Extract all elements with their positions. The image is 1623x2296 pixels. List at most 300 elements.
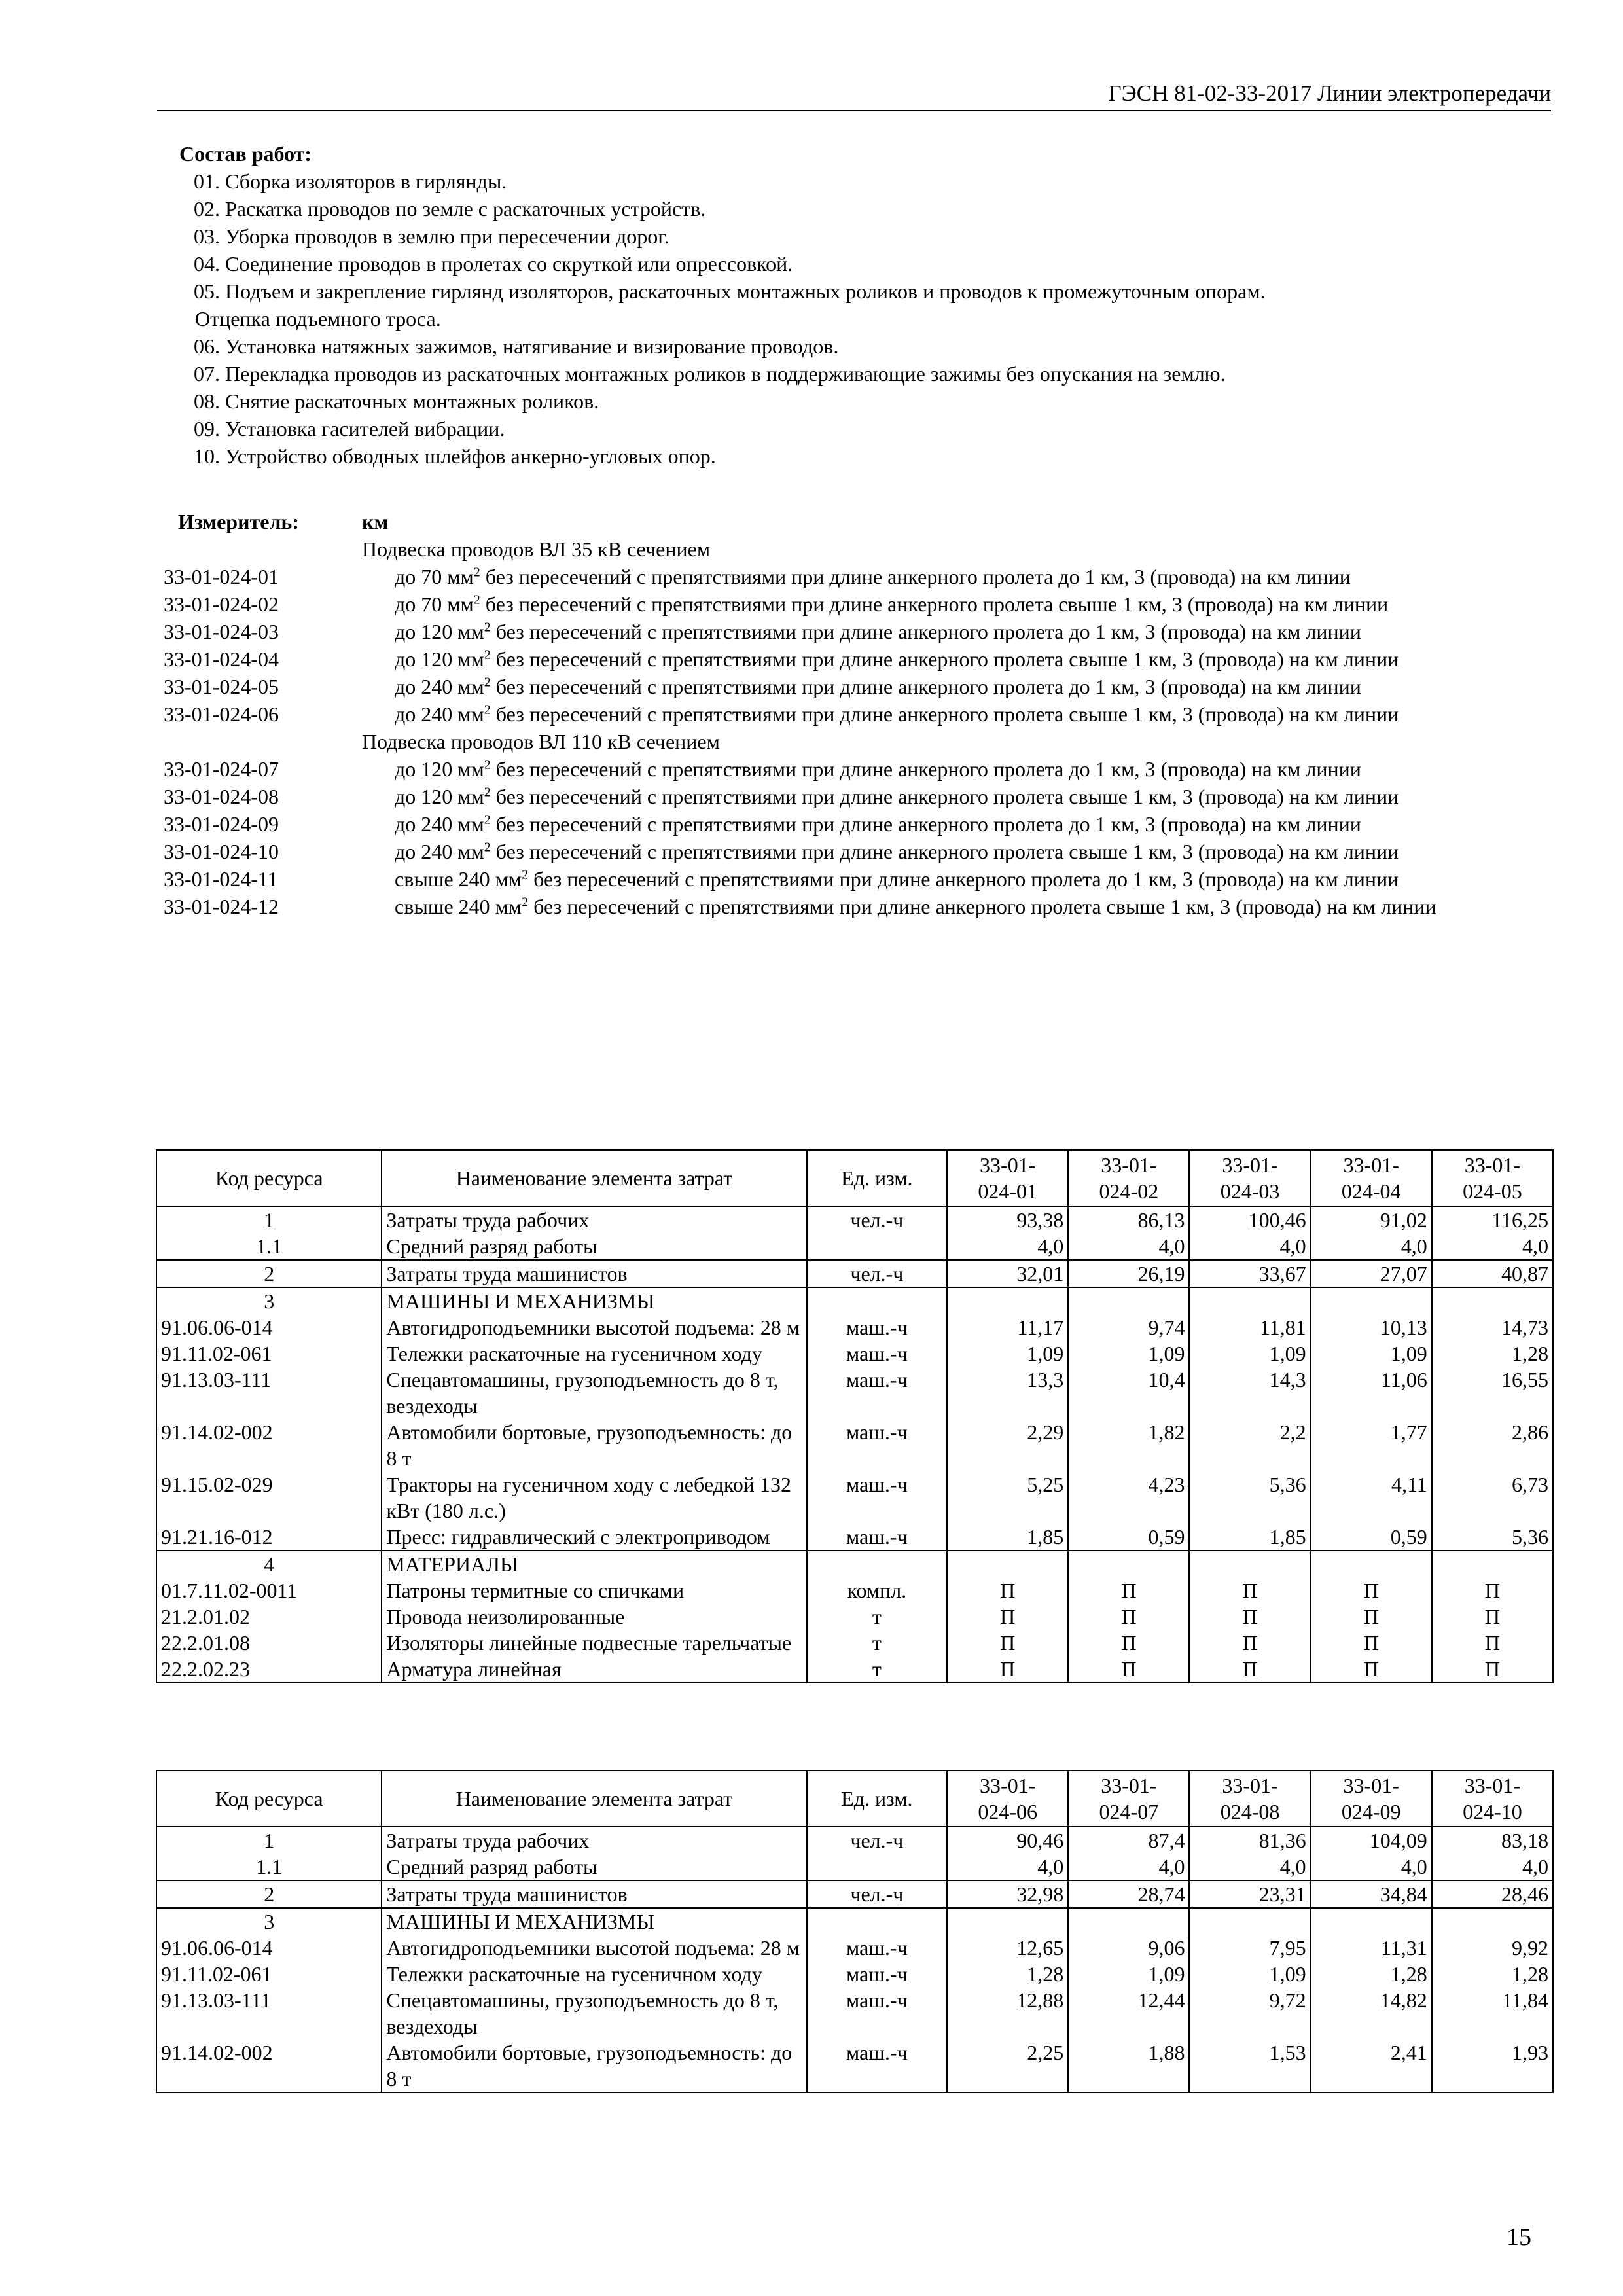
col-label: 33-01- 024-04 bbox=[1341, 1153, 1401, 1203]
table-row bbox=[156, 1471, 1553, 1524]
unit-cell bbox=[807, 1854, 948, 1880]
value-cell: 10,13 bbox=[1311, 1314, 1432, 1340]
value-cell: 1,85 bbox=[947, 1524, 1068, 1551]
unit-cell: маш.-ч bbox=[807, 1471, 948, 1524]
cost-element-name: МАТЕРИАЛЫ bbox=[382, 1551, 806, 1577]
resource-code: 01.7.11.02-0011 bbox=[156, 1577, 382, 1604]
value-cell: П bbox=[1068, 1604, 1189, 1630]
resource-code: 91.11.02-061 bbox=[156, 1340, 382, 1367]
rate-code: 33-01-024-02 bbox=[164, 592, 279, 616]
value-cell: 1,85 bbox=[1189, 1524, 1310, 1551]
table-row bbox=[156, 1287, 1553, 1314]
header-code: Код ресурса bbox=[156, 1770, 382, 1827]
value-cell: 5,36 bbox=[1189, 1471, 1310, 1524]
header-unit: Ед. изм. bbox=[807, 1770, 948, 1827]
superscript: 2 bbox=[522, 895, 529, 910]
value-cell: 4,0 bbox=[1189, 1233, 1310, 1260]
composition-item: 03. Уборка проводов в землю при пересечении дорог. bbox=[194, 224, 669, 248]
value-cell: 4,0 bbox=[1068, 1233, 1189, 1260]
header-col bbox=[1311, 1770, 1432, 1827]
value-cell: 4,0 bbox=[1311, 1233, 1432, 1260]
col-label: 33-01- 024-10 bbox=[1463, 1774, 1522, 1823]
rate-code: 33-01-024-05 bbox=[164, 675, 279, 698]
unit-cell: т bbox=[807, 1630, 948, 1656]
value-cell: 1,82 bbox=[1068, 1419, 1189, 1471]
rate-desc-post: без пересечений с препятствиями при длине анкерного пролета до 1 км, 3 (провода) на км линии bbox=[490, 757, 1361, 781]
value-cell: 4,0 bbox=[1068, 1854, 1189, 1880]
rate-desc-post: без пересечений с препятствиями при длине анкерного пролета до 1 км, 3 (провода) на км линии bbox=[490, 675, 1361, 698]
col-label: 33-01- 024-08 bbox=[1220, 1774, 1280, 1823]
unit-cell: маш.-ч bbox=[807, 1314, 948, 1340]
table-row bbox=[156, 1935, 1553, 1961]
superscript: 2 bbox=[473, 592, 480, 607]
cost-element-name: МАШИНЫ И МЕХАНИЗМЫ bbox=[382, 1287, 806, 1314]
group-heading: Подвеска проводов ВЛ 35 кВ сечением bbox=[362, 537, 711, 561]
composition-item: 07. Перекладка проводов из раскаточных монтажных роликов в поддерживающие зажимы без опускания на землю. bbox=[194, 362, 1226, 386]
value-cell: 32,98 bbox=[947, 1880, 1068, 1908]
composition-item: 08. Снятие раскаточных монтажных роликов. bbox=[194, 389, 599, 413]
value-cell: 11,06 bbox=[1311, 1367, 1432, 1419]
work-composition bbox=[179, 140, 1266, 470]
cost-element-name: Спецавтомашины, грузоподъемность до 8 т, вездеходы bbox=[382, 1987, 806, 2039]
header-col bbox=[1189, 1770, 1310, 1827]
value-cell bbox=[1068, 1287, 1189, 1314]
resource-code: 91.06.06-014 bbox=[156, 1935, 382, 1961]
rate-entry bbox=[164, 755, 1551, 783]
measure-unit: км bbox=[362, 510, 389, 533]
cost-element-name: Автогидроподъемники высотой подъема: 28 м bbox=[382, 1935, 806, 1961]
unit-cell: чел.-ч bbox=[807, 1827, 948, 1854]
rate-entry bbox=[164, 673, 1551, 700]
page-number: 15 bbox=[1507, 2223, 1531, 2251]
rate-desc-pre: свыше 240 мм bbox=[395, 867, 522, 891]
value-cell: 4,0 bbox=[1189, 1854, 1310, 1880]
resource-code: 2 bbox=[156, 1260, 382, 1287]
superscript: 2 bbox=[484, 757, 491, 772]
value-cell: П bbox=[1189, 1577, 1310, 1604]
rate-desc-post: без пересечений с препятствиями при длине анкерного пролета свыше 1 км, 3 (провода) на км линии bbox=[490, 785, 1399, 808]
resource-code: 3 bbox=[156, 1908, 382, 1935]
col-label: 33-01- 024-09 bbox=[1341, 1774, 1401, 1823]
rate-description bbox=[395, 755, 1551, 783]
rate-description bbox=[395, 838, 1551, 865]
rate-desc-pre: до 70 мм bbox=[395, 592, 474, 616]
value-cell bbox=[1311, 1551, 1432, 1577]
composition-item: 10. Устройство обводных шлейфов анкерно-угловых опор. bbox=[194, 444, 716, 468]
value-cell: 4,0 bbox=[1311, 1854, 1432, 1880]
cost-element-name: Пресс: гидравлический с электроприводом bbox=[382, 1524, 806, 1551]
rate-desc-post: без пересечений с препятствиями при длине анкерного пролета свыше 1 км, 3 (провода) на км линии bbox=[490, 647, 1399, 671]
resource-code: 91.06.06-014 bbox=[156, 1314, 382, 1340]
value-cell: 104,09 bbox=[1311, 1827, 1432, 1854]
header-unit: Ед. изм. bbox=[807, 1150, 948, 1206]
value-cell: 4,0 bbox=[947, 1854, 1068, 1880]
composition-item: 04. Соединение проводов в пролетах со скруткой или опрессовкой. bbox=[194, 252, 793, 276]
header-name: Наименование элемента затрат bbox=[382, 1770, 806, 1827]
resource-code: 91.21.16-012 bbox=[156, 1524, 382, 1551]
value-cell: 9,92 bbox=[1432, 1935, 1553, 1961]
running-header: ГЭСН 81-02-33-2017 Линии электропередачи bbox=[157, 77, 1551, 111]
unit-cell bbox=[807, 1233, 948, 1260]
unit-cell: маш.-ч bbox=[807, 1367, 948, 1419]
value-cell: 81,36 bbox=[1189, 1827, 1310, 1854]
rate-desc-pre: до 240 мм bbox=[395, 675, 484, 698]
value-cell: 87,4 bbox=[1068, 1827, 1189, 1854]
cost-element-name: Автогидроподъемники высотой подъема: 28 м bbox=[382, 1314, 806, 1340]
value-cell: 11,31 bbox=[1311, 1935, 1432, 1961]
table-row bbox=[156, 1206, 1553, 1233]
resource-code: 2 bbox=[156, 1880, 382, 1908]
resource-code: 1 bbox=[156, 1206, 382, 1233]
value-cell: 33,67 bbox=[1189, 1260, 1310, 1287]
value-cell: 2,2 bbox=[1189, 1419, 1310, 1471]
rate-desc-post: без пересечений с препятствиями при длине анкерного пролета свыше 1 км, 3 (провода) на км линии bbox=[480, 592, 1389, 616]
header-col bbox=[1189, 1150, 1310, 1206]
resource-code: 22.2.01.08 bbox=[156, 1630, 382, 1656]
header-col bbox=[947, 1150, 1068, 1206]
rate-code: 33-01-024-07 bbox=[164, 757, 279, 781]
col-label: 33-01- 024-07 bbox=[1099, 1774, 1159, 1823]
table-row bbox=[156, 1340, 1553, 1367]
measure-section bbox=[164, 508, 1551, 920]
value-cell: 12,65 bbox=[947, 1935, 1068, 1961]
value-cell: 1,77 bbox=[1311, 1419, 1432, 1471]
value-cell: 4,11 bbox=[1311, 1471, 1432, 1524]
value-cell: 1,09 bbox=[1068, 1340, 1189, 1367]
value-cell: П bbox=[947, 1656, 1068, 1683]
value-cell: 13,3 bbox=[947, 1367, 1068, 1419]
resource-code: 91.14.02-002 bbox=[156, 2039, 382, 2092]
superscript: 2 bbox=[522, 867, 529, 882]
table-row bbox=[156, 1854, 1553, 1880]
value-cell: 32,01 bbox=[947, 1260, 1068, 1287]
value-cell: 27,07 bbox=[1311, 1260, 1432, 1287]
rate-entry bbox=[164, 645, 1551, 673]
value-cell bbox=[1432, 1287, 1553, 1314]
value-cell: 6,73 bbox=[1432, 1471, 1553, 1524]
rate-desc-pre: до 240 мм bbox=[395, 812, 484, 836]
unit-cell: маш.-ч bbox=[807, 1987, 948, 2039]
value-cell: 100,46 bbox=[1189, 1206, 1310, 1233]
rate-desc-post: без пересечений с препятствиями при длине анкерного пролета до 1 км, 3 (провода) на км линии bbox=[490, 620, 1361, 643]
value-cell bbox=[1068, 1908, 1189, 1935]
unit-cell: чел.-ч bbox=[807, 1260, 948, 1287]
cost-element-name: Тележки раскаточные на гусеничном ходу bbox=[382, 1961, 806, 1987]
resource-code: 21.2.01.02 bbox=[156, 1604, 382, 1630]
value-cell: П bbox=[1068, 1630, 1189, 1656]
value-cell bbox=[947, 1908, 1068, 1935]
cost-element-name: Спецавтомашины, грузоподъемность до 8 т, вездеходы bbox=[382, 1367, 806, 1419]
rate-code: 33-01-024-03 bbox=[164, 620, 279, 643]
value-cell: 1,93 bbox=[1432, 2039, 1553, 2092]
rate-desc-post: без пересечений с препятствиями при длине анкерного пролета свыше 1 км, 3 (провода) на км линии bbox=[528, 895, 1436, 918]
rate-desc-pre: до 120 мм bbox=[395, 785, 484, 808]
cost-element-name: Затраты труда машинистов bbox=[382, 1260, 806, 1287]
table-row bbox=[156, 1419, 1553, 1471]
composition-item: 02. Раскатка проводов по земле с раскаточных устройств. bbox=[194, 197, 706, 221]
cost-element-name: Патроны термитные со спичками bbox=[382, 1577, 806, 1604]
value-cell: 9,72 bbox=[1189, 1987, 1310, 2039]
col-label: 33-01- 024-03 bbox=[1220, 1153, 1280, 1203]
unit-cell: маш.-ч bbox=[807, 1935, 948, 1961]
cost-element-name: Тележки раскаточные на гусеничном ходу bbox=[382, 1340, 806, 1367]
table-row bbox=[156, 1260, 1553, 1287]
rate-entry bbox=[164, 810, 1551, 838]
value-cell: П bbox=[1189, 1604, 1310, 1630]
value-cell bbox=[1311, 1287, 1432, 1314]
cost-element-name: Затраты труда машинистов bbox=[382, 1880, 806, 1908]
rate-desc-pre: до 120 мм bbox=[395, 620, 484, 643]
header-col bbox=[1068, 1770, 1189, 1827]
rate-desc-pre: до 240 мм bbox=[395, 702, 484, 726]
value-cell: П bbox=[947, 1577, 1068, 1604]
rate-description bbox=[395, 700, 1551, 728]
cost-element-name: Автомобили бортовые, грузоподъемность: до 8 т bbox=[382, 2039, 806, 2092]
unit-cell: маш.-ч bbox=[807, 2039, 948, 2092]
value-cell: П bbox=[1432, 1577, 1553, 1604]
rate-desc-post: без пересечений с препятствиями при длине анкерного пролета свыше 1 км, 3 (провода) на км линии bbox=[490, 702, 1399, 726]
table-row bbox=[156, 1987, 1553, 2039]
value-cell: 116,25 bbox=[1432, 1206, 1553, 1233]
table-row bbox=[156, 1524, 1553, 1551]
value-cell bbox=[1189, 1908, 1310, 1935]
rate-entry bbox=[164, 563, 1551, 590]
entries-110kv bbox=[164, 755, 1551, 920]
value-cell: П bbox=[1311, 1604, 1432, 1630]
value-cell: П bbox=[1311, 1630, 1432, 1656]
value-cell: П bbox=[1068, 1656, 1189, 1683]
header-col bbox=[947, 1770, 1068, 1827]
superscript: 2 bbox=[484, 812, 491, 827]
value-cell: П bbox=[1432, 1630, 1553, 1656]
table-row bbox=[156, 1604, 1553, 1630]
resource-code: 91.13.03-111 bbox=[156, 1987, 382, 2039]
value-cell bbox=[1432, 1908, 1553, 1935]
header-col bbox=[1068, 1150, 1189, 1206]
unit-cell: маш.-ч bbox=[807, 1419, 948, 1471]
superscript: 2 bbox=[484, 785, 491, 800]
value-cell: П bbox=[947, 1604, 1068, 1630]
superscript: 2 bbox=[473, 565, 480, 580]
value-cell: П bbox=[1311, 1577, 1432, 1604]
value-cell: 0,59 bbox=[1068, 1524, 1189, 1551]
resource-code: 91.14.02-002 bbox=[156, 1419, 382, 1471]
measure-label: Измеритель: bbox=[178, 510, 299, 533]
value-cell: 16,55 bbox=[1432, 1367, 1553, 1419]
value-cell: 1,09 bbox=[1189, 1961, 1310, 1987]
rate-code: 33-01-024-06 bbox=[164, 702, 279, 726]
rate-desc-pre: свыше 240 мм bbox=[395, 895, 522, 918]
value-cell bbox=[1189, 1287, 1310, 1314]
header-col bbox=[1311, 1150, 1432, 1206]
value-cell: 5,36 bbox=[1432, 1524, 1553, 1551]
table-row bbox=[156, 1367, 1553, 1419]
superscript: 2 bbox=[484, 620, 491, 635]
entries-35kv bbox=[164, 563, 1551, 728]
rate-entry bbox=[164, 865, 1551, 893]
rate-description bbox=[395, 563, 1551, 590]
superscript: 2 bbox=[484, 647, 491, 662]
value-cell: 1,09 bbox=[1311, 1340, 1432, 1367]
cost-element-name: Средний разряд работы bbox=[382, 1233, 806, 1260]
value-cell bbox=[1189, 1551, 1310, 1577]
table-row bbox=[156, 1961, 1553, 1987]
table-row bbox=[156, 1880, 1553, 1908]
value-cell: 1,53 bbox=[1189, 2039, 1310, 2092]
rate-description bbox=[395, 618, 1551, 645]
composition-title: Состав работ: bbox=[179, 142, 312, 166]
rate-desc-pre: до 70 мм bbox=[395, 565, 474, 588]
resource-code: 91.15.02-029 bbox=[156, 1471, 382, 1524]
value-cell: 23,31 bbox=[1189, 1880, 1310, 1908]
value-cell: 1,28 bbox=[1311, 1961, 1432, 1987]
value-cell: 11,17 bbox=[947, 1314, 1068, 1340]
resource-table-2 bbox=[156, 1770, 1554, 2093]
rate-code: 33-01-024-01 bbox=[164, 565, 279, 588]
resource-code: 22.2.02.23 bbox=[156, 1656, 382, 1683]
value-cell: 26,19 bbox=[1068, 1260, 1189, 1287]
rate-desc-post: без пересечений с препятствиями при длине анкерного пролета до 1 км, 3 (провода) на км линии bbox=[490, 812, 1361, 836]
value-cell: 2,41 bbox=[1311, 2039, 1432, 2092]
col-label: 33-01- 024-01 bbox=[978, 1153, 1038, 1203]
value-cell: 0,59 bbox=[1311, 1524, 1432, 1551]
rate-entry bbox=[164, 783, 1551, 810]
rate-description bbox=[395, 645, 1551, 673]
value-cell: 1,09 bbox=[1189, 1340, 1310, 1367]
composition-item: 09. Установка гасителей вибрации. bbox=[194, 417, 505, 440]
value-cell: П bbox=[1432, 1656, 1553, 1683]
value-cell: 2,86 bbox=[1432, 1419, 1553, 1471]
rate-desc-pre: до 240 мм bbox=[395, 840, 484, 863]
value-cell bbox=[1311, 1908, 1432, 1935]
composition-item: 06. Установка натяжных зажимов, натягивание и визирование проводов. bbox=[194, 334, 839, 358]
rate-description bbox=[395, 865, 1551, 893]
value-cell: 4,0 bbox=[1432, 1233, 1553, 1260]
composition-item: 01. Сборка изоляторов в гирлянды. bbox=[194, 170, 507, 193]
table-row bbox=[156, 2039, 1553, 2092]
table-row bbox=[156, 1577, 1553, 1604]
rate-entry bbox=[164, 700, 1551, 728]
value-cell: 90,46 bbox=[947, 1827, 1068, 1854]
rate-description bbox=[395, 783, 1551, 810]
rate-desc-post: без пересечений с препятствиями при длине анкерного пролета до 1 км, 3 (провода) на км линии bbox=[528, 867, 1399, 891]
cost-element-name: Затраты труда рабочих bbox=[382, 1206, 806, 1233]
value-cell: 9,06 bbox=[1068, 1935, 1189, 1961]
table-row bbox=[156, 1656, 1553, 1683]
unit-cell: т bbox=[807, 1604, 948, 1630]
unit-cell: маш.-ч bbox=[807, 1340, 948, 1367]
rate-desc-post: без пересечений с препятствиями при длине анкерного пролета свыше 1 км, 3 (провода) на км линии bbox=[490, 840, 1399, 863]
rate-description bbox=[395, 590, 1551, 618]
col-label: 33-01- 024-02 bbox=[1099, 1153, 1159, 1203]
value-cell: 4,23 bbox=[1068, 1471, 1189, 1524]
unit-cell: чел.-ч bbox=[807, 1880, 948, 1908]
col-label: 33-01- 024-06 bbox=[978, 1774, 1038, 1823]
value-cell: 5,25 bbox=[947, 1471, 1068, 1524]
rate-description bbox=[395, 810, 1551, 838]
table-row bbox=[156, 1908, 1553, 1935]
rate-description bbox=[395, 673, 1551, 700]
value-cell: 93,38 bbox=[947, 1206, 1068, 1233]
value-cell: П bbox=[1189, 1630, 1310, 1656]
unit-cell bbox=[807, 1287, 948, 1314]
value-cell: 10,4 bbox=[1068, 1367, 1189, 1419]
cost-element-name: Изоляторы линейные подвесные тарельчатые bbox=[382, 1630, 806, 1656]
value-cell: 11,81 bbox=[1189, 1314, 1310, 1340]
rate-entry bbox=[164, 618, 1551, 645]
value-cell: П bbox=[947, 1630, 1068, 1656]
cost-element-name: Автомобили бортовые, грузоподъемность: до 8 т bbox=[382, 1419, 806, 1471]
rate-code: 33-01-024-11 bbox=[164, 867, 278, 891]
superscript: 2 bbox=[484, 702, 491, 717]
cost-element-name: Средний разряд работы bbox=[382, 1854, 806, 1880]
value-cell: 2,29 bbox=[947, 1419, 1068, 1471]
value-cell: 34,84 bbox=[1311, 1880, 1432, 1908]
rate-code: 33-01-024-04 bbox=[164, 647, 279, 671]
value-cell: 12,88 bbox=[947, 1987, 1068, 2039]
rate-code: 33-01-024-09 bbox=[164, 812, 279, 836]
unit-cell: чел.-ч bbox=[807, 1206, 948, 1233]
table-row bbox=[156, 1827, 1553, 1854]
composition-item: 05. Подъем и закрепление гирлянд изоляторов, раскаточных монтажных роликов и проводов к промежуточным опорам. bbox=[194, 279, 1266, 303]
value-cell: П bbox=[1189, 1656, 1310, 1683]
table-row bbox=[156, 1233, 1553, 1260]
unit-cell: т bbox=[807, 1656, 948, 1683]
unit-cell: маш.-ч bbox=[807, 1524, 948, 1551]
value-cell: 1,28 bbox=[1432, 1961, 1553, 1987]
cost-element-name: Тракторы на гусеничном ходу с лебедкой 132 кВт (180 л.с.) bbox=[382, 1471, 806, 1524]
value-cell: 28,74 bbox=[1068, 1880, 1189, 1908]
unit-cell bbox=[807, 1551, 948, 1577]
table-row bbox=[156, 1314, 1553, 1340]
rate-desc-pre: до 120 мм bbox=[395, 757, 484, 781]
value-cell: 12,44 bbox=[1068, 1987, 1189, 2039]
composition-item-continuation: Отцепка подъемного троса. bbox=[195, 307, 441, 331]
value-cell: 83,18 bbox=[1432, 1827, 1553, 1854]
col-label: 33-01- 024-05 bbox=[1463, 1153, 1522, 1203]
value-cell bbox=[947, 1287, 1068, 1314]
value-cell: 11,84 bbox=[1432, 1987, 1553, 2039]
measure-row bbox=[164, 508, 1551, 535]
value-cell bbox=[1432, 1551, 1553, 1577]
value-cell: 1,28 bbox=[947, 1961, 1068, 1987]
unit-cell: компл. bbox=[807, 1577, 948, 1604]
cost-element-name: Затраты труда рабочих bbox=[382, 1827, 806, 1854]
resource-code: 1.1 bbox=[156, 1233, 382, 1260]
rate-code: 33-01-024-12 bbox=[164, 895, 279, 918]
rate-entry bbox=[164, 893, 1551, 920]
value-cell: П bbox=[1432, 1604, 1553, 1630]
resource-code: 1 bbox=[156, 1827, 382, 1854]
value-cell: 9,74 bbox=[1068, 1314, 1189, 1340]
superscript: 2 bbox=[484, 675, 491, 690]
value-cell bbox=[1068, 1551, 1189, 1577]
value-cell: 14,3 bbox=[1189, 1367, 1310, 1419]
resource-code: 1.1 bbox=[156, 1854, 382, 1880]
value-cell: П bbox=[1068, 1577, 1189, 1604]
header-col bbox=[1432, 1150, 1553, 1206]
value-cell: 7,95 bbox=[1189, 1935, 1310, 1961]
value-cell: П bbox=[1311, 1656, 1432, 1683]
header-code: Код ресурса bbox=[156, 1150, 382, 1206]
rate-desc-pre: до 120 мм bbox=[395, 647, 484, 671]
rate-code: 33-01-024-10 bbox=[164, 840, 279, 863]
resource-table-1 bbox=[156, 1149, 1554, 1683]
resource-code: 3 bbox=[156, 1287, 382, 1314]
header-col bbox=[1432, 1770, 1553, 1827]
rate-code: 33-01-024-08 bbox=[164, 785, 279, 808]
unit-cell bbox=[807, 1908, 948, 1935]
